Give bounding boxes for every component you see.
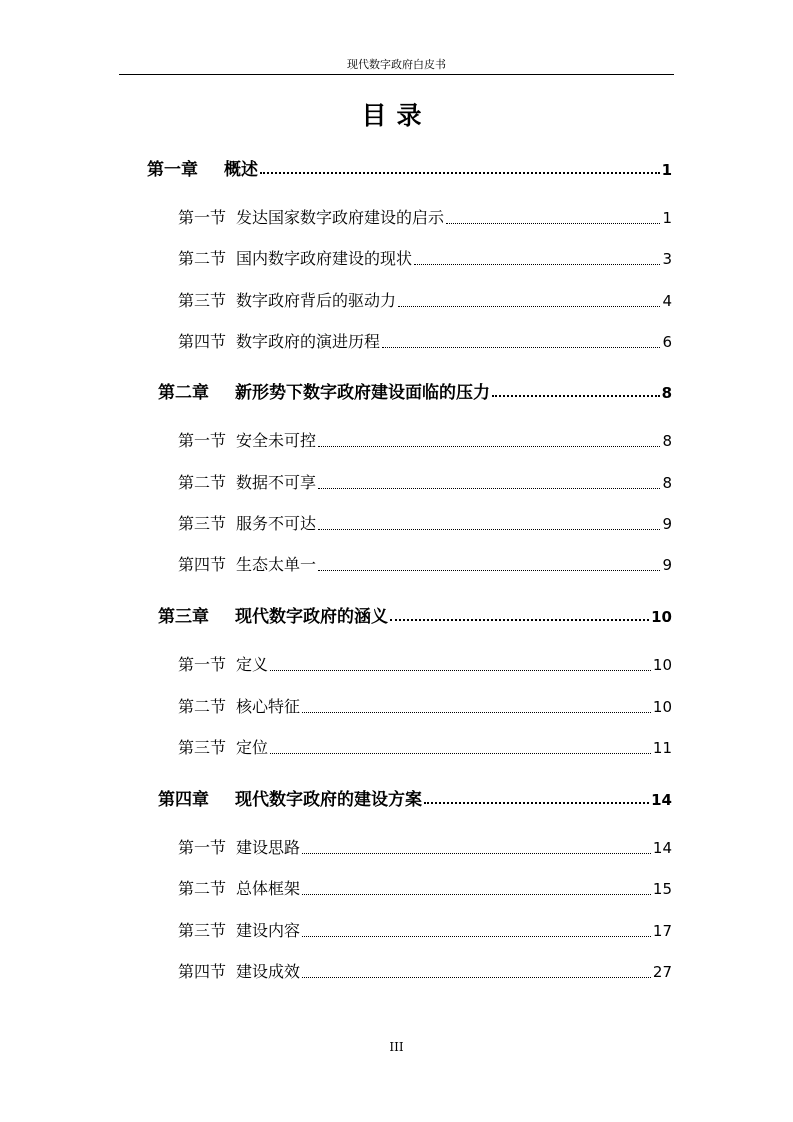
chapter-number: 第二章 bbox=[158, 383, 209, 403]
dot-leader bbox=[302, 698, 651, 713]
section-title: 数据不可享 bbox=[236, 473, 317, 492]
chapter-title: 概述 bbox=[224, 160, 258, 180]
toc-section-3-3[interactable] bbox=[178, 735, 672, 759]
page-number: 14 bbox=[651, 791, 672, 809]
dot-leader bbox=[382, 333, 660, 348]
chapter-title: 现代数字政府的涵义 bbox=[235, 607, 388, 627]
section-title: 发达国家数字政府建设的启示 bbox=[236, 208, 445, 227]
section-title: 数字政府背后的驱动力 bbox=[236, 291, 397, 310]
toc-section-1-2[interactable] bbox=[178, 246, 672, 270]
chapter-number: 第一章 bbox=[147, 160, 198, 180]
section-title: 安全未可控 bbox=[236, 431, 317, 450]
section-number: 第二节 bbox=[178, 473, 227, 492]
toc-section-4-1[interactable] bbox=[178, 835, 672, 859]
dot-leader bbox=[260, 158, 660, 174]
dot-leader bbox=[398, 292, 660, 307]
chapter-label bbox=[158, 785, 422, 810]
page-number: 27 bbox=[652, 963, 672, 981]
dot-leader bbox=[424, 788, 649, 804]
footer-page-number: III bbox=[389, 1040, 404, 1054]
section-number: 第二节 bbox=[178, 697, 227, 716]
page-number: 11 bbox=[652, 739, 672, 757]
page-number: 1 bbox=[662, 209, 672, 227]
page-number: 9 bbox=[662, 556, 672, 574]
dot-leader bbox=[270, 739, 651, 754]
dot-leader bbox=[302, 839, 651, 854]
chapter-title: 现代数字政府的建设方案 bbox=[235, 790, 422, 810]
toc-section-2-3[interactable] bbox=[178, 511, 672, 535]
dot-leader bbox=[270, 656, 651, 671]
toc-section-3-2[interactable] bbox=[178, 694, 672, 718]
section-number: 第一节 bbox=[178, 838, 227, 857]
toc-title: 目录 bbox=[361, 101, 432, 130]
dot-leader bbox=[446, 209, 660, 224]
toc-chapter-4[interactable] bbox=[158, 785, 672, 809]
section-number: 第三节 bbox=[178, 514, 227, 533]
toc-section-4-2[interactable] bbox=[178, 876, 672, 900]
toc-chapter-3[interactable] bbox=[158, 602, 672, 626]
page-number: 9 bbox=[662, 515, 672, 533]
chapter-title: 新形势下数字政府建设面临的压力 bbox=[235, 383, 490, 403]
section-number: 第四节 bbox=[178, 555, 227, 574]
dot-leader bbox=[318, 474, 660, 489]
section-number: 第一节 bbox=[178, 431, 227, 450]
page-number: 6 bbox=[662, 333, 672, 351]
chapter-label bbox=[147, 155, 258, 180]
toc-section-1-4[interactable] bbox=[178, 329, 672, 353]
page-number: 14 bbox=[652, 839, 672, 857]
toc-section-4-4[interactable] bbox=[178, 959, 672, 983]
toc-section-2-4[interactable] bbox=[178, 552, 672, 576]
section-number: 第三节 bbox=[178, 921, 227, 940]
section-title: 建设思路 bbox=[236, 838, 301, 857]
chapter-label bbox=[158, 378, 490, 403]
page-number: 10 bbox=[652, 656, 672, 674]
dot-leader bbox=[318, 556, 660, 571]
dot-leader bbox=[492, 381, 660, 397]
dot-leader bbox=[302, 963, 651, 978]
page-number: 10 bbox=[651, 608, 672, 626]
section-number: 第四节 bbox=[178, 332, 227, 351]
dot-leader bbox=[414, 250, 660, 265]
dot-leader bbox=[302, 922, 651, 937]
toc-section-1-3[interactable] bbox=[178, 288, 672, 312]
section-title: 总体框架 bbox=[236, 879, 301, 898]
page-number: 1 bbox=[661, 161, 672, 179]
toc-section-1-1[interactable] bbox=[178, 205, 672, 229]
page-number: 10 bbox=[652, 698, 672, 716]
chapter-number: 第三章 bbox=[158, 607, 209, 627]
toc-section-3-1[interactable] bbox=[178, 652, 672, 676]
dot-leader bbox=[318, 432, 660, 447]
section-title: 定位 bbox=[236, 738, 269, 757]
page-number: 8 bbox=[661, 384, 672, 402]
toc-section-2-2[interactable] bbox=[178, 470, 672, 494]
section-title: 建设内容 bbox=[236, 921, 301, 940]
page-number: 4 bbox=[662, 292, 672, 310]
running-header: 现代数字政府白皮书 bbox=[347, 58, 446, 71]
section-title: 生态太单一 bbox=[236, 555, 317, 574]
section-title: 核心特征 bbox=[236, 697, 301, 716]
section-number: 第三节 bbox=[178, 738, 227, 757]
toc-section-4-3[interactable] bbox=[178, 918, 672, 942]
toc-chapter-2[interactable] bbox=[158, 378, 672, 402]
chapter-label bbox=[158, 602, 388, 627]
toc-section-2-1[interactable] bbox=[178, 428, 672, 452]
section-title: 国内数字政府建设的现状 bbox=[236, 249, 413, 268]
toc-chapter-1[interactable] bbox=[147, 155, 672, 179]
section-number: 第一节 bbox=[178, 208, 227, 227]
section-title: 定义 bbox=[236, 655, 269, 674]
section-number: 第一节 bbox=[178, 655, 227, 674]
section-title: 服务不可达 bbox=[236, 514, 317, 533]
section-number: 第二节 bbox=[178, 879, 227, 898]
page-number: 8 bbox=[662, 432, 672, 450]
section-number: 第三节 bbox=[178, 291, 227, 310]
section-number: 第四节 bbox=[178, 962, 227, 981]
page-number: 3 bbox=[662, 250, 672, 268]
dot-leader bbox=[390, 605, 649, 621]
section-title: 数字政府的演进历程 bbox=[236, 332, 381, 351]
section-number: 第二节 bbox=[178, 249, 227, 268]
page-number: 8 bbox=[662, 474, 672, 492]
chapter-number: 第四章 bbox=[158, 790, 209, 810]
section-title: 建设成效 bbox=[236, 962, 301, 981]
dot-leader bbox=[318, 515, 660, 530]
dot-leader bbox=[302, 880, 651, 895]
page-number: 15 bbox=[652, 880, 672, 898]
page-number: 17 bbox=[652, 922, 672, 940]
